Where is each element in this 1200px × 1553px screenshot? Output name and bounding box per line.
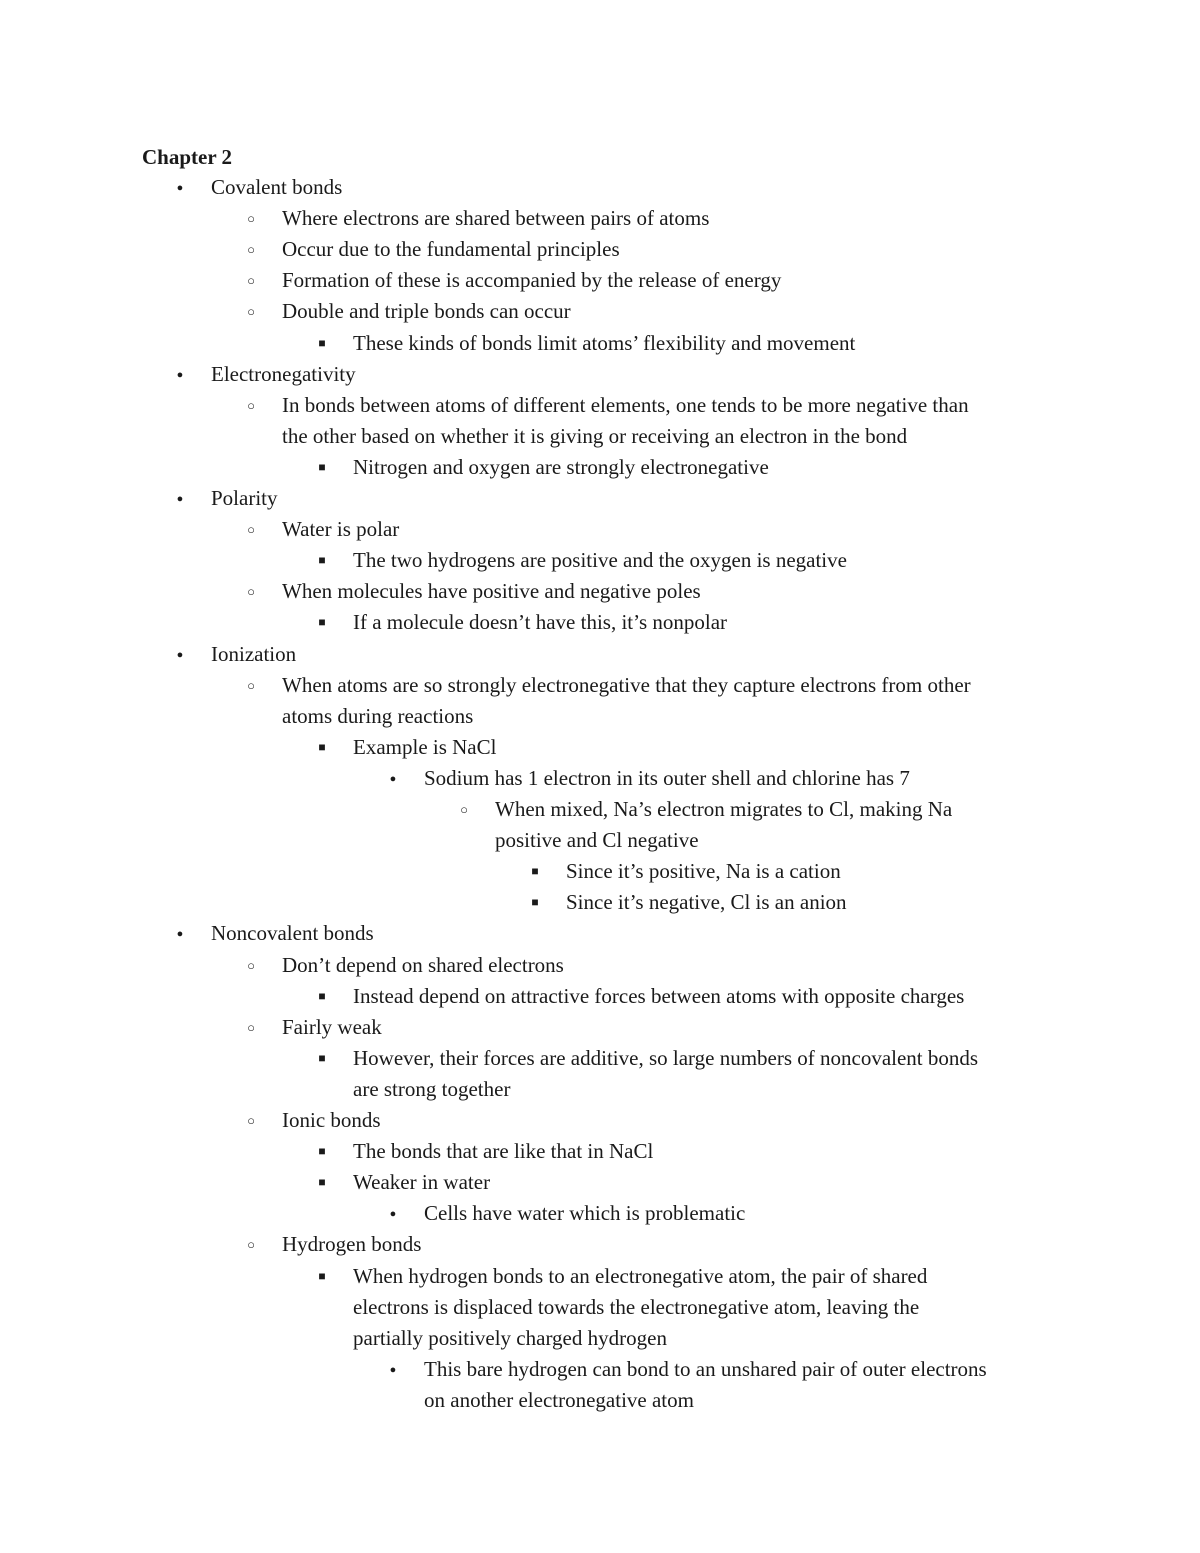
square-bullet-icon [315,607,329,638]
outline-item: Ionization [211,642,297,666]
outline-item: Water is polar [282,517,400,541]
outline-item: Cells have water which is problematic [424,1201,746,1225]
outline-item: on another electronegative atom [424,1388,694,1412]
outline-item: Where electrons are shared between pairs of atoms [282,206,710,230]
outline-item: Fairly weak [282,1015,382,1039]
page-title: Chapter 2 [142,145,233,169]
square-bullet-icon [315,1043,329,1074]
outline-item: Don’t depend on shared electrons [282,953,564,977]
square-bullet-icon [315,1136,329,1167]
disc-bullet-icon [173,172,187,203]
outline-item: Sodium has 1 electron in its outer shell and chlorine has 7 [424,766,910,790]
circle-bullet-icon [244,203,258,234]
outline-item: are strong together [353,1077,511,1101]
outline-item: Nitrogen and oxygen are strongly electronegative [353,455,769,479]
outline-item: Since it’s negative, Cl is an anion [566,890,847,914]
disc-bullet-icon [386,1198,400,1229]
circle-bullet-icon [244,950,258,981]
outline-item: Covalent bonds [211,175,343,199]
outline-item: When hydrogen bonds to an electronegative atom, the pair of shared [353,1264,928,1288]
circle-bullet-icon [244,1105,258,1136]
square-bullet-icon [315,452,329,483]
square-bullet-icon [315,328,329,359]
outline-item: Ionic bonds [282,1108,381,1132]
outline-item: If a molecule doesn’t have this, it’s nonpolar [353,610,728,634]
disc-bullet-icon [173,918,187,949]
outline-item: Polarity [211,486,278,510]
circle-bullet-icon [244,296,258,327]
outline-item: Electronegativity [211,362,356,386]
outline-item: the other based on whether it is giving or receiving an electron in the bond [282,424,908,448]
disc-bullet-icon [386,1354,400,1385]
circle-bullet-icon [244,670,258,701]
square-bullet-icon [315,1167,329,1198]
circle-bullet-icon [244,265,258,296]
circle-bullet-icon [244,234,258,265]
disc-bullet-icon [173,359,187,390]
outline-item: When mixed, Na’s electron migrates to Cl, making Na [495,797,953,821]
outline-item: Hydrogen bonds [282,1232,422,1256]
outline-item: These kinds of bonds limit atoms’ flexibility and movement [353,331,856,355]
circle-bullet-icon [244,1229,258,1260]
outline-item: Occur due to the fundamental principles [282,237,620,261]
circle-bullet-icon [457,794,471,825]
outline-item: The two hydrogens are positive and the oxygen is negative [353,548,847,572]
outline-item: Instead depend on attractive forces between atoms with opposite charges [353,984,965,1008]
outline-item: This bare hydrogen can bond to an unshared pair of outer electrons [424,1357,987,1381]
outline-item: When molecules have positive and negative poles [282,579,701,603]
circle-bullet-icon [244,514,258,545]
square-bullet-icon [528,887,542,918]
outline-item: Since it’s positive, Na is a cation [566,859,841,883]
outline-item: Example is NaCl [353,735,497,759]
square-bullet-icon [315,981,329,1012]
outline-item: Noncovalent bonds [211,921,374,945]
outline-item: When atoms are so strongly electronegative that they capture electrons from other [282,673,971,697]
disc-bullet-icon [173,483,187,514]
circle-bullet-icon [244,1012,258,1043]
outline-item: electrons is displaced towards the electronegative atom, leaving the [353,1295,920,1319]
outline-item: Double and triple bonds can occur [282,299,571,323]
disc-bullet-icon [386,763,400,794]
circle-bullet-icon [244,576,258,607]
square-bullet-icon [315,732,329,763]
outline-item: Formation of these is accompanied by the release of energy [282,268,782,292]
disc-bullet-icon [173,639,187,670]
outline-item: atoms during reactions [282,704,474,728]
outline-item: positive and Cl negative [495,828,699,852]
outline-item: Weaker in water [353,1170,491,1194]
square-bullet-icon [528,856,542,887]
square-bullet-icon [315,545,329,576]
outline-item: partially positively charged hydrogen [353,1326,667,1350]
outline-item: However, their forces are additive, so large numbers of noncovalent bonds [353,1046,979,1070]
circle-bullet-icon [244,390,258,421]
outline-item: The bonds that are like that in NaCl [353,1139,654,1163]
outline-item: In bonds between atoms of different elements, one tends to be more negative than [282,393,969,417]
square-bullet-icon [315,1261,329,1292]
